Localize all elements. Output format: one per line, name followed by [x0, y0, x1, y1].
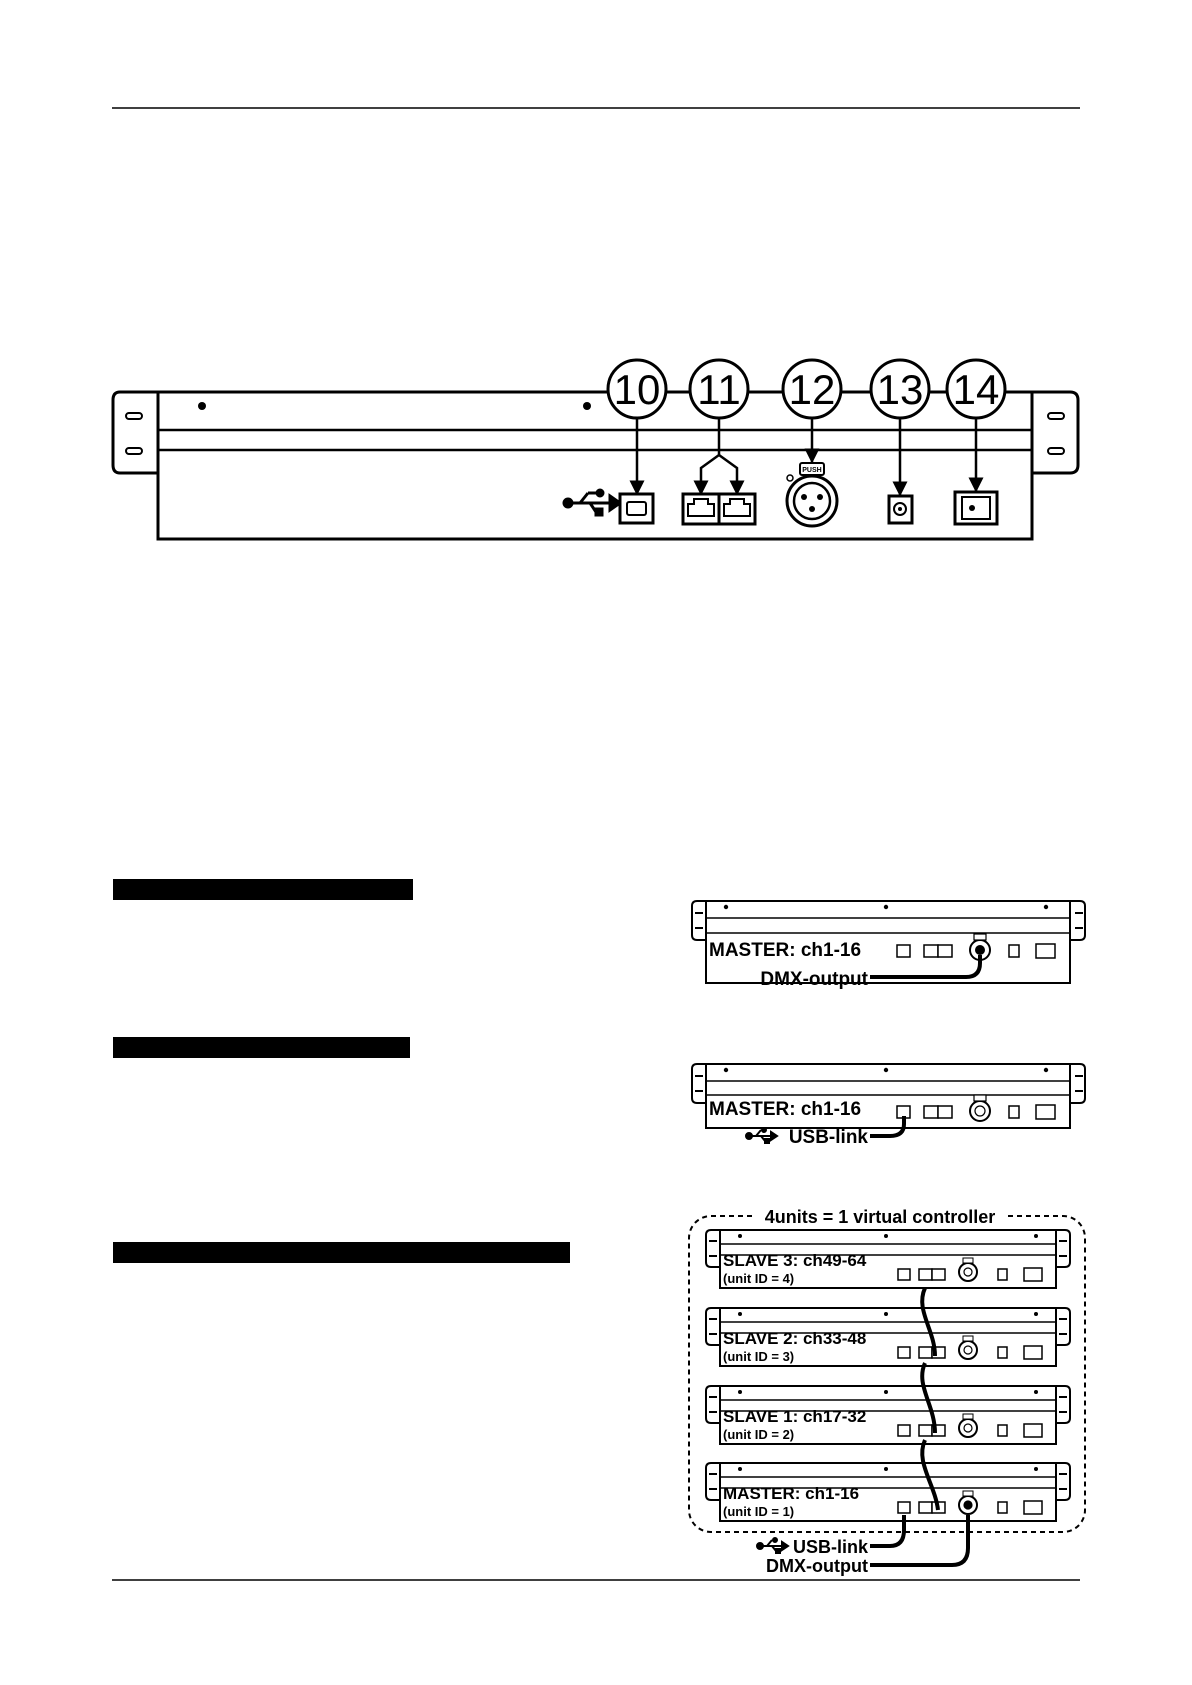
dc-power-jack-icon	[998, 1502, 1007, 1513]
xlr-latch	[963, 1258, 973, 1263]
screw-icon	[738, 1467, 742, 1471]
callout-number: 12	[788, 366, 836, 413]
dc-power-jack-icon	[998, 1269, 1007, 1280]
usb-link-label: USB-link	[792, 1537, 868, 1557]
rj45-port-icon	[919, 1347, 932, 1358]
screw-icon	[884, 1467, 888, 1471]
dmx-output-label: DMX-output	[760, 969, 868, 990]
unit-panel	[706, 1386, 1070, 1444]
screw-icon	[738, 1390, 742, 1394]
rack-ear-left	[706, 1386, 720, 1423]
dmx-output-label: DMX-output	[766, 1556, 868, 1576]
rj45-port-icon	[932, 1269, 945, 1280]
unit-label: MASTER: ch1-16	[723, 1484, 860, 1503]
xlr-core	[964, 1424, 972, 1432]
callout-number: 11	[697, 366, 741, 413]
callout-number: 10	[613, 366, 661, 413]
rack-ear-left	[706, 1463, 720, 1500]
usb-b-port-icon	[898, 1502, 910, 1513]
rack-ear-right	[1056, 1386, 1070, 1423]
screw-icon	[198, 402, 206, 410]
section-bar-3	[113, 1242, 570, 1263]
usb-icon	[757, 1538, 788, 1553]
section-bar-1	[113, 879, 413, 900]
screw-icon	[1034, 1390, 1038, 1394]
screw-icon	[738, 1312, 742, 1316]
screw-icon	[884, 1390, 888, 1394]
usb-b-port-icon	[898, 1425, 910, 1436]
screw-icon	[884, 1312, 888, 1316]
dc-power-jack-icon	[998, 1347, 1007, 1358]
rj45-port-icon	[919, 1502, 932, 1513]
screw-icon	[583, 402, 591, 410]
screw-icon	[1034, 1467, 1038, 1471]
unit-id-label: (unit ID = 2)	[723, 1427, 795, 1442]
usb-icon	[746, 1128, 777, 1143]
unit-stack	[706, 1230, 1070, 1521]
screw-icon	[738, 1234, 742, 1238]
diagram-dmx-output	[692, 901, 1085, 990]
unit-panel	[706, 1463, 1070, 1521]
dmx-cable	[870, 1515, 968, 1565]
unit-label: MASTER: ch1-16	[709, 1099, 862, 1120]
screw-icon	[1034, 1234, 1038, 1238]
power-switch-icon	[1024, 1268, 1042, 1281]
xlr-core	[964, 1346, 972, 1354]
xlr-latch	[963, 1414, 973, 1419]
unit-label: SLAVE 1: ch17-32	[723, 1407, 867, 1426]
rack-ear-right	[1056, 1308, 1070, 1345]
power-switch-icon	[1024, 1501, 1042, 1514]
xlr-latch	[963, 1491, 973, 1496]
section-bar-2	[113, 1037, 410, 1058]
xlr-core	[964, 1268, 972, 1276]
rack-ear-left	[706, 1308, 720, 1345]
xlr-core	[964, 1501, 972, 1509]
unit-id-label: (unit ID = 3)	[723, 1349, 795, 1364]
group-label: 4units = 1 virtual controller	[764, 1207, 996, 1227]
diagram-usb-link	[692, 1064, 1085, 1148]
unit-label: SLAVE 3: ch49-64	[723, 1251, 867, 1270]
xlr-latch	[963, 1336, 973, 1341]
callout-number: 14	[952, 366, 1000, 413]
dc-power-jack-icon	[889, 496, 912, 523]
unit-label: SLAVE 2: ch33-48	[723, 1329, 867, 1348]
screw-icon	[884, 1234, 888, 1238]
unit-id-label: (unit ID = 4)	[723, 1271, 795, 1286]
rack-ear-left	[706, 1230, 720, 1267]
unit-label: MASTER: ch1-16	[709, 940, 862, 961]
usb-link-label: USB-link	[788, 1127, 868, 1148]
diagram-virtual-controller	[689, 1206, 1085, 1576]
unit-panel	[706, 1230, 1070, 1288]
xlr-push-label: PUSH	[802, 467, 822, 474]
power-switch-icon	[1024, 1346, 1042, 1359]
rack-ear-right	[1032, 392, 1078, 473]
usb-b-port-icon	[898, 1347, 910, 1358]
rack-ear-left	[113, 392, 158, 473]
unit-id-label: (unit ID = 1)	[723, 1504, 795, 1519]
callout-number: 13	[876, 366, 924, 413]
rack-ear-right	[1056, 1230, 1070, 1267]
rj45-port-icon	[919, 1269, 932, 1280]
unit-panel	[706, 1308, 1070, 1366]
usb-b-port-icon	[898, 1269, 910, 1280]
screw-icon	[1034, 1312, 1038, 1316]
power-switch-icon	[1024, 1424, 1042, 1437]
rear-panel-diagram	[113, 360, 1078, 539]
power-switch-icon	[955, 492, 997, 524]
rack-ear-right	[1056, 1463, 1070, 1500]
dc-power-jack-icon	[998, 1425, 1007, 1436]
rj45-port-icon	[919, 1425, 932, 1436]
